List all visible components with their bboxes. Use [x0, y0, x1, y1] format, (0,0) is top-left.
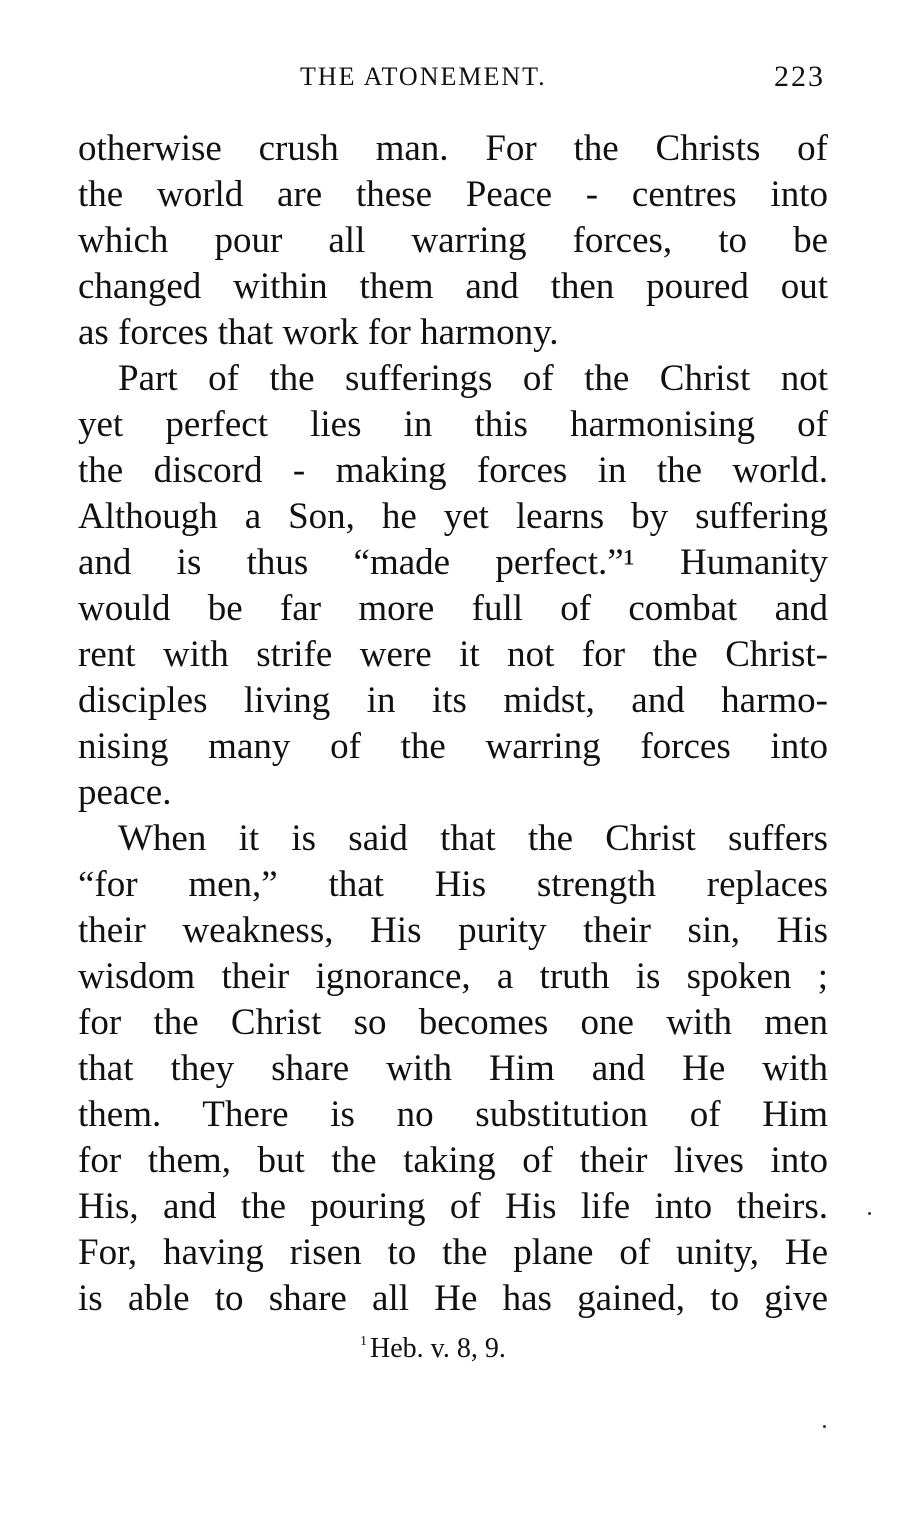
text-line: changed within them and then poured out — [78, 266, 828, 307]
text-line: would be far more full of combat and — [78, 588, 828, 629]
text-line: the world are these Peace - centres into — [78, 174, 828, 215]
text-line: for them, but the taking of their lives into — [78, 1140, 828, 1181]
text-line: yet perfect lies in this harmonising of — [78, 404, 828, 445]
print-speck — [823, 1425, 826, 1428]
text-line: is able to share all He has gained, to give — [78, 1278, 828, 1319]
text-line: that they share with Him and He with — [78, 1048, 828, 1089]
body-text — [78, 126, 828, 1322]
footnote-marker: 1 — [360, 1334, 367, 1349]
text-line: the discord - making forces in the world. — [78, 450, 828, 491]
text-line: “for men,” that His strength replaces — [78, 864, 828, 905]
text-line: When it is said that the Christ suffers — [118, 818, 828, 859]
text-line: disciples living in its midst, and harmo- — [78, 680, 828, 721]
text-line: wisdom their ignorance, a truth is spoken ; — [78, 956, 828, 997]
text-line: which pour all warring forces, to be — [78, 220, 828, 261]
footnote-text: Heb. v. 8, 9. — [370, 1333, 506, 1364]
text-line: Although a Son, he yet learns by suffering — [78, 496, 828, 537]
print-speck — [868, 1212, 871, 1215]
text-line: them. There is no substitution of Him — [78, 1094, 828, 1135]
text-line: For, having risen to the plane of unity, He — [78, 1232, 828, 1273]
footnote — [360, 1333, 506, 1365]
text-line: Part of the sufferings of the Christ not — [118, 358, 828, 399]
text-line: and is thus “made perfect.”¹ Humanity — [78, 542, 828, 583]
text-line: rent with strife were it not for the Christ- — [78, 634, 828, 675]
text-line: nising many of the warring forces into — [78, 726, 828, 767]
text-line: as forces that work for harmony. — [78, 312, 559, 353]
text-line: for the Christ so becomes one with men — [78, 1002, 828, 1043]
text-line: otherwise crush man. For the Christs of — [78, 128, 828, 169]
text-line: their weakness, His purity their sin, His — [78, 910, 828, 951]
text-line: His, and the pouring of His life into theirs. — [78, 1186, 828, 1227]
running-title: THE ATONEMENT. — [300, 62, 547, 91]
page-number: 223 — [774, 60, 825, 93]
running-header — [300, 62, 825, 98]
text-line: peace. — [78, 772, 172, 813]
